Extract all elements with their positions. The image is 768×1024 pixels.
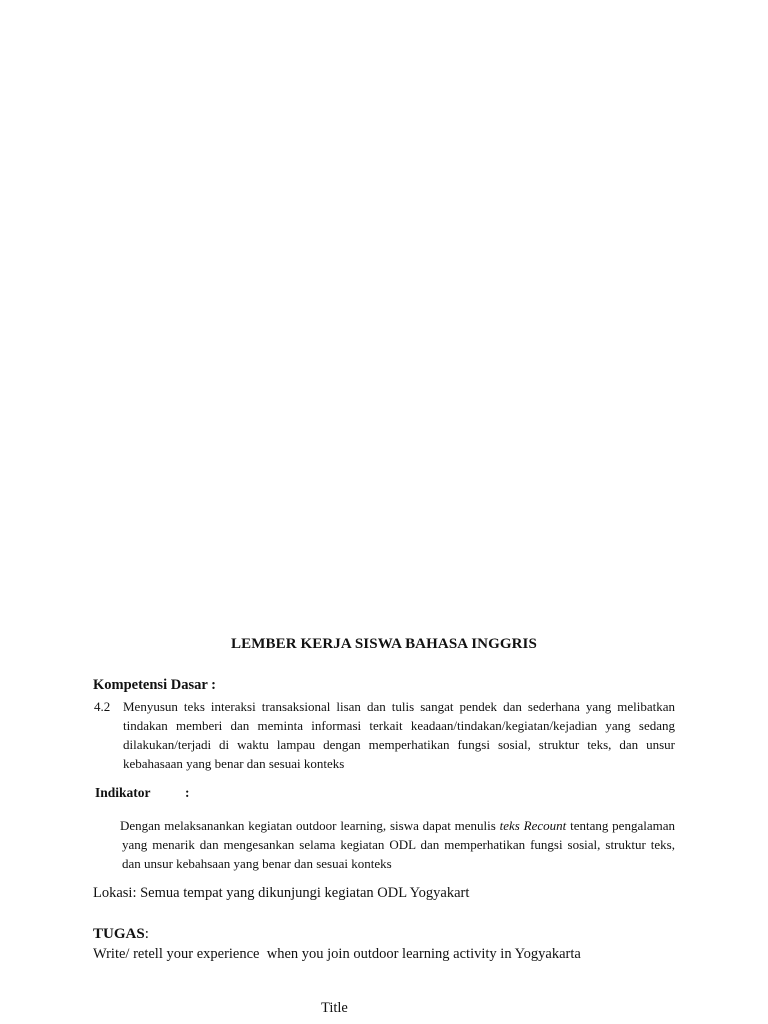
indikator-text-after: tentang pengalaman yang menarik dan mengesankan selama kegiatan ODL dan memperhatikan fungsi sosial, struktur teks, dan unsur kebahsaan yang benar dan sesuai konteks: [122, 818, 675, 871]
indikator-colon: :: [185, 785, 190, 800]
kompetensi-dasar-text: Menyusun teks interaksi transaksional lisan dan tulis sangat pendek dan sederhana yang melibatkan tindakan memberi dan meminta informasi terkait keadaan/tindakan/kegiatan/kejadian yang sedang dilakukan/terjadi di waktu lampau dengan memperhatikan fungsi sosial, struktur teks, dan unsur kebahasaan yang benar dan sesuai konteks: [123, 699, 675, 771]
indikator-text: [122, 816, 675, 873]
indikator-text-italic: teks Recount: [499, 818, 567, 833]
indikator-block: [122, 816, 675, 873]
lokasi-line: Lokasi: Semua tempat yang dikunjungi kegiatan ODL Yogyakart: [93, 885, 470, 901]
kompetensi-dasar-block: [94, 697, 675, 773]
tugas-instruction: Write/ retell your experience when you join outdoor learning activity in Yogyakarta: [93, 946, 581, 962]
tugas-heading-suffix: :: [144, 926, 149, 942]
indikator-text-before: Dengan melaksanankan kegiatan outdoor learning, siswa dapat menulis: [120, 818, 500, 833]
kompetensi-number: 4.2: [94, 699, 111, 714]
kompetensi-dasar-heading: Kompetensi Dasar :: [93, 677, 216, 693]
tugas-heading: [93, 926, 149, 943]
answer-title-label: Title: [321, 1000, 348, 1016]
indikator-heading: Indikator: [95, 785, 151, 800]
worksheet-title: LEMBER KERJA SISWA BAHASA INGGRIS: [231, 636, 537, 652]
tugas-heading-label: TUGAS: [93, 926, 145, 942]
